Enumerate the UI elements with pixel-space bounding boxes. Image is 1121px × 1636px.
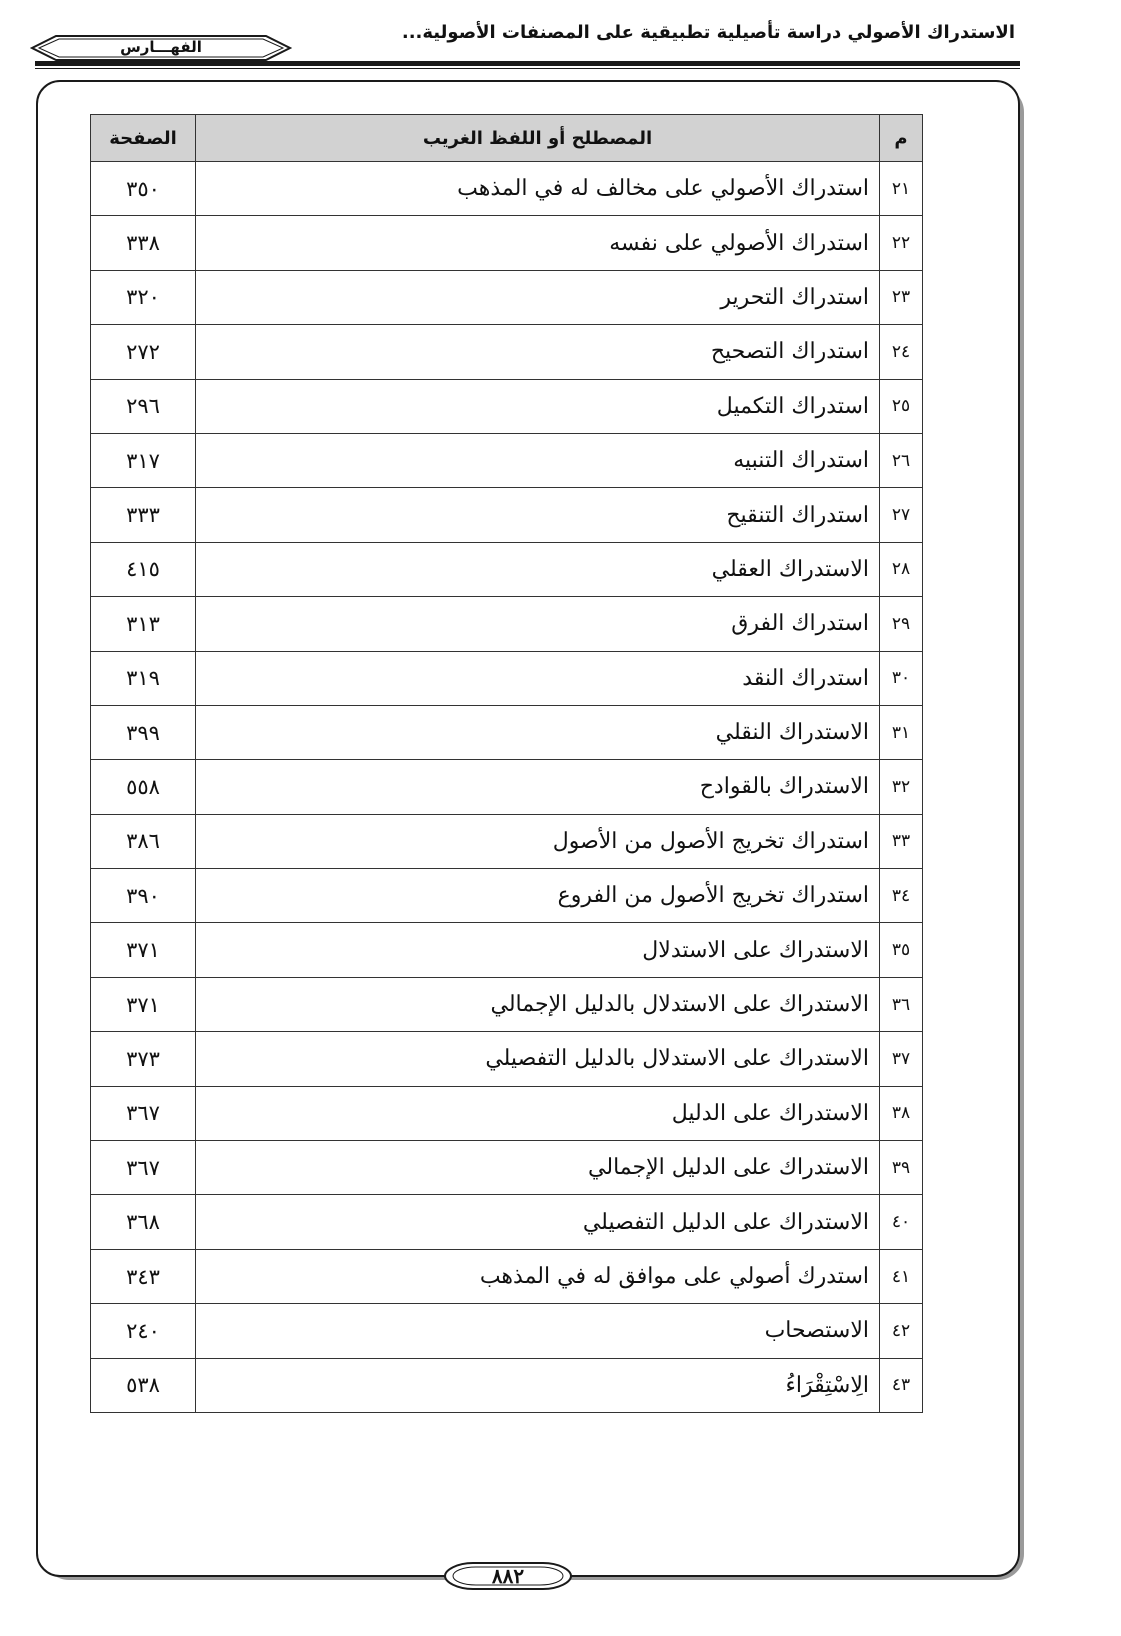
terms-index-table bbox=[90, 114, 923, 1413]
row-term: استدراك التحرير bbox=[196, 270, 880, 324]
row-number: ٣٨ bbox=[880, 1086, 923, 1140]
table-row bbox=[91, 705, 923, 759]
row-page: ٣١٧ bbox=[91, 433, 196, 487]
section-tab bbox=[30, 34, 292, 62]
table-row bbox=[91, 270, 923, 324]
table-row bbox=[91, 542, 923, 596]
row-term: استدراك تخريج الأصول من الأصول bbox=[196, 814, 880, 868]
table-row bbox=[91, 1086, 923, 1140]
row-page: ٥٥٨ bbox=[91, 760, 196, 814]
row-number: ٤٣ bbox=[880, 1358, 923, 1412]
row-page: ٣٥٠ bbox=[91, 162, 196, 216]
table-row bbox=[91, 1358, 923, 1412]
page-number-badge bbox=[443, 1560, 573, 1592]
row-page: ٣٢٠ bbox=[91, 270, 196, 324]
header-rule-thin bbox=[35, 68, 1020, 69]
table-row bbox=[91, 162, 923, 216]
row-number: ٢٦ bbox=[880, 433, 923, 487]
row-term: استدراك الأصولي على نفسه bbox=[196, 216, 880, 270]
row-number: ٣٥ bbox=[880, 923, 923, 977]
row-page: ٢٤٠ bbox=[91, 1304, 196, 1358]
table-row bbox=[91, 1304, 923, 1358]
row-page: ٣٩٠ bbox=[91, 869, 196, 923]
row-term: الِاسْتِقْرَاءُ bbox=[196, 1358, 880, 1412]
running-title: الاستدراك الأصولي دراسة تأصيلية تطبيقية على المصنفات الأصولية... bbox=[401, 22, 1015, 43]
section-tab-label: الفهـــارس bbox=[120, 38, 202, 56]
table-row bbox=[91, 216, 923, 270]
row-term: الاستدراك على الاستدلال بالدليل التفصيلي bbox=[196, 1032, 880, 1086]
table-row bbox=[91, 814, 923, 868]
row-term: الاستدراك على الدليل التفصيلي bbox=[196, 1195, 880, 1249]
row-page: ٣٧٣ bbox=[91, 1032, 196, 1086]
row-number: ٣٧ bbox=[880, 1032, 923, 1086]
row-term: استدراك تخريج الأصول من الفروع bbox=[196, 869, 880, 923]
row-page: ٢٩٦ bbox=[91, 379, 196, 433]
row-number: ٢٨ bbox=[880, 542, 923, 596]
row-term: استدراك التكميل bbox=[196, 379, 880, 433]
table-row bbox=[91, 597, 923, 651]
row-number: ٢٤ bbox=[880, 325, 923, 379]
row-number: ٣٤ bbox=[880, 869, 923, 923]
row-term: الاستصحاب bbox=[196, 1304, 880, 1358]
row-page: ٣٧١ bbox=[91, 977, 196, 1031]
table-row bbox=[91, 1141, 923, 1195]
row-term: استدراك الأصولي على مخالف له في المذهب bbox=[196, 162, 880, 216]
row-number: ٣٦ bbox=[880, 977, 923, 1031]
row-number: ٣٣ bbox=[880, 814, 923, 868]
row-term: الاستدراك على الاستدلال بالدليل الإجمالي bbox=[196, 977, 880, 1031]
row-number: ٢٧ bbox=[880, 488, 923, 542]
row-number: ٢١ bbox=[880, 162, 923, 216]
column-header-term: المصطلح أو اللفظ الغريب bbox=[196, 115, 880, 162]
table-row bbox=[91, 433, 923, 487]
row-term: استدرك أصولي على موافق له في المذهب bbox=[196, 1249, 880, 1303]
table-body bbox=[91, 162, 923, 1413]
row-term: الاستدراك على الدليل bbox=[196, 1086, 880, 1140]
row-term: الاستدراك على الاستدلال bbox=[196, 923, 880, 977]
column-header-page: الصفحة bbox=[91, 115, 196, 162]
row-term: الاستدراك النقلي bbox=[196, 705, 880, 759]
row-number: ٢٩ bbox=[880, 597, 923, 651]
row-page: ٣٧١ bbox=[91, 923, 196, 977]
row-term: استدراك الفرق bbox=[196, 597, 880, 651]
page-number: ٨٨٢ bbox=[491, 1564, 525, 1588]
row-page: ٤١٥ bbox=[91, 542, 196, 596]
row-number: ٤٢ bbox=[880, 1304, 923, 1358]
row-number: ٢٥ bbox=[880, 379, 923, 433]
table-row bbox=[91, 760, 923, 814]
row-term: استدراك التنبيه bbox=[196, 433, 880, 487]
row-number: ٣٠ bbox=[880, 651, 923, 705]
table-row bbox=[91, 379, 923, 433]
table-row bbox=[91, 977, 923, 1031]
row-term: الاستدراك بالقوادح bbox=[196, 760, 880, 814]
row-term: استدراك التصحيح bbox=[196, 325, 880, 379]
row-term: استدراك التنقيح bbox=[196, 488, 880, 542]
row-page: ٣٤٣ bbox=[91, 1249, 196, 1303]
table-header-row bbox=[91, 115, 923, 162]
table-row bbox=[91, 1195, 923, 1249]
row-page: ٣٣٣ bbox=[91, 488, 196, 542]
column-header-number: م bbox=[880, 115, 923, 162]
row-number: ٤١ bbox=[880, 1249, 923, 1303]
table-row bbox=[91, 651, 923, 705]
table-row bbox=[91, 869, 923, 923]
row-page: ٣٦٨ bbox=[91, 1195, 196, 1249]
row-page: ٣١٩ bbox=[91, 651, 196, 705]
row-number: ٣٢ bbox=[880, 760, 923, 814]
row-page: ٣٣٨ bbox=[91, 216, 196, 270]
row-number: ٢٢ bbox=[880, 216, 923, 270]
table-row bbox=[91, 488, 923, 542]
table-row bbox=[91, 325, 923, 379]
table-row bbox=[91, 1249, 923, 1303]
row-page: ٣٩٩ bbox=[91, 705, 196, 759]
row-number: ٣١ bbox=[880, 705, 923, 759]
row-term: الاستدراك على الدليل الإجمالي bbox=[196, 1141, 880, 1195]
table-row bbox=[91, 923, 923, 977]
row-page: ٢٧٢ bbox=[91, 325, 196, 379]
row-term: استدراك النقد bbox=[196, 651, 880, 705]
row-page: ٣٦٧ bbox=[91, 1086, 196, 1140]
row-page: ٥٣٨ bbox=[91, 1358, 196, 1412]
header-rule bbox=[35, 61, 1020, 66]
row-page: ٣٦٧ bbox=[91, 1141, 196, 1195]
table-row bbox=[91, 1032, 923, 1086]
row-number: ٤٠ bbox=[880, 1195, 923, 1249]
row-number: ٢٣ bbox=[880, 270, 923, 324]
row-term: الاستدراك العقلي bbox=[196, 542, 880, 596]
row-number: ٣٩ bbox=[880, 1141, 923, 1195]
row-page: ٣٨٦ bbox=[91, 814, 196, 868]
row-page: ٣١٣ bbox=[91, 597, 196, 651]
